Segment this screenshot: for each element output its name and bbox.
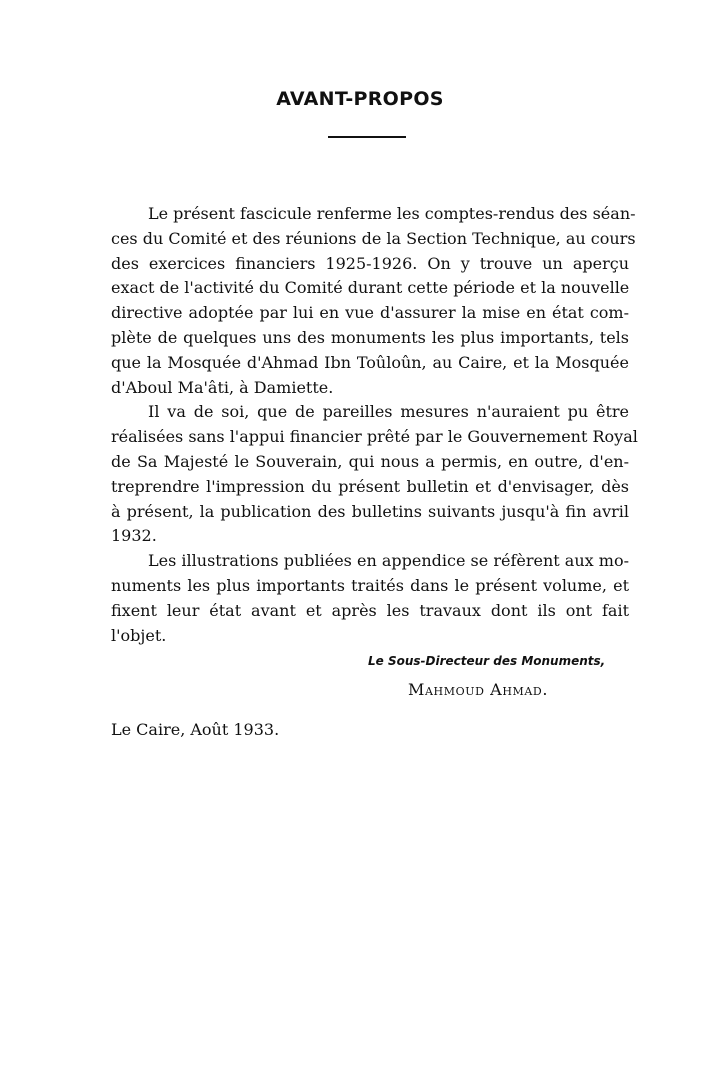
paragraph-1-line-4: exact de l'activité du Comité durant cette période et la nouvelle [111, 278, 630, 298]
paragraph-1-line-3: des exercices financiers 1925-1926. On y trouve un aperçu [111, 253, 629, 273]
paragraph-2-line-4: treprendre l'impression du présent bulletin et d'envisager, dès [111, 476, 629, 496]
paragraph-1-line-7: que la Mosquée d'Ahmad Ibn Toûloûn, au Caire, et la Mosquée [111, 352, 629, 372]
body-text [111, 202, 638, 648]
paragraph-2-line-3: de Sa Majesté le Souverain, qui nous a permis, en outre, d'en- [111, 451, 629, 471]
paragraph-3-line-4: l'objet. [111, 625, 167, 645]
page-title: AVANT-PROPOS [276, 88, 444, 110]
paragraph-2-line-2: réalisées sans l'appui financier prêté par le Gouvernement Royal [111, 427, 638, 447]
paragraph-3-line-3: fixent leur état avant et après les travaux dont ils ont fait [111, 600, 629, 620]
paragraph-1-line-5: directive adoptée par lui en vue d'assurer la mise en état com- [111, 303, 629, 323]
title-divider [328, 136, 406, 138]
paragraph-2-line-5: à présent, la publication des bulletins suivants jusqu'à fin avril [111, 501, 629, 521]
signature-title: Le Sous-Directeur des Monuments, [368, 654, 606, 668]
paragraph-1-line-1: Le présent fascicule renferme les comptes-rendus des séan- [148, 204, 636, 223]
paragraph-1-line-8: d'Aboul Ma'âti, à Damiette. [111, 377, 334, 397]
paragraph-1-line-2: ces du Comité et des réunions de la Section Technique, au cours [111, 228, 636, 248]
signature-name: Mahmoud Ahmad. [408, 680, 549, 699]
paragraph-3-line-2: numents les plus importants traités dans le présent volume, et [111, 575, 629, 595]
paragraph-1-line-6: plète de quelques uns des monuments les plus importants, tels [111, 327, 629, 347]
paragraph-2-line-1: Il va de soi, que de pareilles mesures n'auraient pu être [148, 402, 629, 422]
paragraph-3-line-1: Les illustrations publiées en appendice se réfèrent aux mo- [148, 551, 629, 571]
paragraph-2-line-6: 1932. [111, 526, 157, 546]
place-date: Le Caire, Août 1933. [111, 720, 280, 739]
